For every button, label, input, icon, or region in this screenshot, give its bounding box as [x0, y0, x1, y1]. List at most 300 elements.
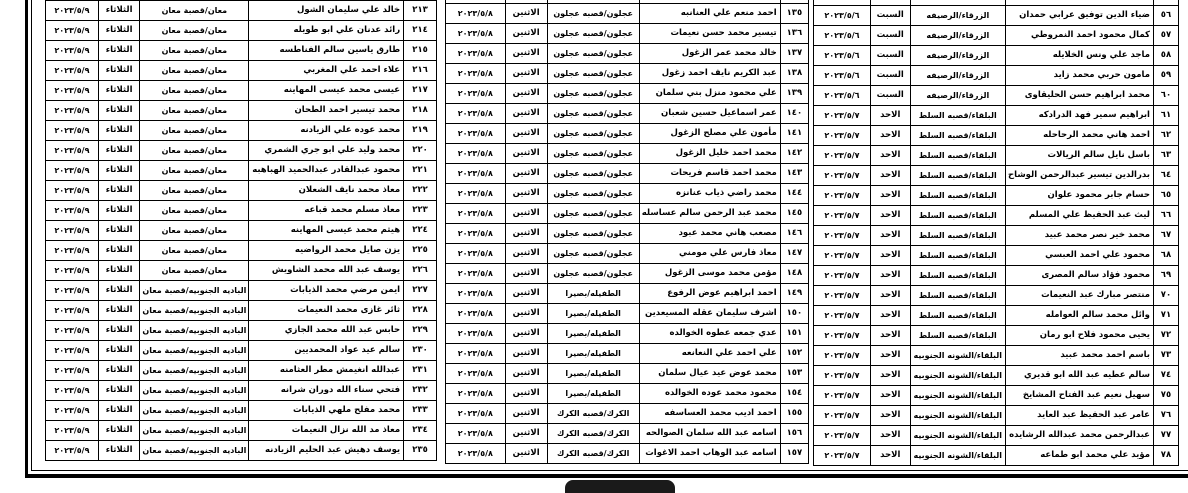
cell-date: ٢٠٢٣/٥/٧	[814, 166, 871, 186]
cell-name: ماجد علي ونس الخلايله	[1006, 46, 1154, 66]
table-row	[46, 321, 437, 341]
cell-center: معان/قصبة معان	[140, 81, 249, 101]
cell-name: اشرف سليمان عقله المسيعدين	[639, 304, 780, 324]
cell-center: الزرقاء/الرصيفه	[910, 6, 1005, 26]
cell-no: ١٣٩	[780, 84, 808, 104]
cell-date: ٢٠٢٣/٥/٧	[814, 246, 871, 266]
cell-center: البلقاء/الشونه الجنوبيه	[910, 366, 1005, 386]
table-row	[814, 206, 1179, 226]
table-row	[446, 64, 809, 84]
cell-name: كمال محمود احمد النمروطي	[1006, 26, 1154, 46]
cell-no: ٧١	[1153, 306, 1178, 326]
cell-center: عجلون/قصبه عجلون	[547, 264, 639, 284]
cell-name: احمد هاني محمد الرحاحله	[1006, 126, 1154, 146]
cell-center: البلقاء/قصبه السلط	[910, 126, 1005, 146]
table-row	[446, 444, 809, 464]
cell-no: ٥٩	[1153, 66, 1178, 86]
cell-center: البلقاء/قصبه السلط	[910, 206, 1005, 226]
viewer-toolbar-pill[interactable]	[565, 480, 675, 493]
cell-date: ٢٠٢٣/٥/٨	[446, 84, 506, 104]
cell-day: الاثنين	[505, 84, 547, 104]
cell-day: السبت	[870, 46, 910, 66]
cell-no: ٢٣١	[404, 361, 437, 381]
cell-center: عجلون/قصبه عجلون	[547, 164, 639, 184]
cell-no: ١٤٤	[780, 184, 808, 204]
cell-center: الباديه الجنوبيه/قصبة معان	[140, 281, 249, 301]
cell-name: معاذ مسلم محمد قباعه	[249, 201, 404, 221]
cell-date: ٢٠٢٣/٥/٧	[814, 186, 871, 206]
cell-name: عامر عبد الحفيظ عبد العايد	[1006, 406, 1154, 426]
cell-no: ٦٩	[1153, 266, 1178, 286]
cell-date: ٢٠٢٣/٥/٩	[46, 41, 99, 61]
cell-name: محمد ابراهيم حسن الحليقاوى	[1006, 86, 1154, 106]
cell-name: محمد وليد علي ابو جري الشمري	[249, 141, 404, 161]
table-row	[46, 121, 437, 141]
cell-name: عبد الكريم نايف احمد زغول	[639, 64, 780, 84]
cell-day: الاحد	[870, 446, 910, 466]
cell-date: ٢٠٢٣/٥/٨	[446, 64, 506, 84]
cell-day: الاثنين	[505, 144, 547, 164]
cell-name: وائل محمد سالم العوامله	[1006, 306, 1154, 326]
cell-no: ٧٥	[1153, 386, 1178, 406]
cell-center: الباديه الجنوبيه/قصبة معان	[140, 441, 249, 461]
cell-no: ٧٨	[1153, 446, 1178, 466]
cell-no: ٢٢٥	[404, 241, 437, 261]
cell-day: الاحد	[870, 146, 910, 166]
table-row	[446, 144, 809, 164]
cell-day: الثلاثاء	[98, 81, 140, 101]
cell-center: معان/قصبة معان	[140, 261, 249, 281]
table-row	[46, 401, 437, 421]
cell-no: ١٥٢	[780, 344, 808, 364]
cell-date: ٢٠٢٣/٥/٨	[446, 364, 506, 384]
table	[45, 0, 437, 461]
table-row	[46, 361, 437, 381]
cell-center: عجلون/قصبه عجلون	[547, 184, 639, 204]
table-row	[446, 24, 809, 44]
cell-no: ٢١٤	[404, 21, 437, 41]
cell-day: الثلاثاء	[98, 241, 140, 261]
cell-name: عدي جمعه عطوه الخوالده	[639, 324, 780, 344]
cell-no: ٢٢٢	[404, 181, 437, 201]
cell-no: ٢٢١	[404, 161, 437, 181]
cell-center: البلقاء/قصبه السلط	[910, 266, 1005, 286]
table-row	[46, 221, 437, 241]
page-border-left-thick	[25, 0, 28, 478]
cell-no: ١٣٧	[780, 44, 808, 64]
cell-center: الكرك/قصبه الكرك	[547, 444, 639, 464]
cell-date: ٢٠٢٣/٥/٧	[814, 346, 871, 366]
cell-name: محمود فؤاد سالم المصرى	[1006, 266, 1154, 286]
cell-day: الاحد	[870, 426, 910, 446]
cell-center: عجلون/قصبه عجلون	[547, 4, 639, 24]
cell-name: مأمون علي مصلح الزغول	[639, 124, 780, 144]
cell-date: ٢٠٢٣/٥/٧	[814, 106, 871, 126]
cell-name: محمود عبدالقادر عبدالحميد الهباهبه	[249, 161, 404, 181]
cell-no: ٢٢٠	[404, 141, 437, 161]
cell-day: الثلاثاء	[98, 101, 140, 121]
cell-no: ٢١٣	[404, 1, 437, 21]
cell-center: الزرقاء/الرصيفه	[910, 46, 1005, 66]
table-row	[814, 266, 1179, 286]
cell-date: ٢٠٢٣/٥/٨	[446, 324, 506, 344]
cell-day: الاحد	[870, 206, 910, 226]
cell-no: ٢١٦	[404, 61, 437, 81]
table-row	[46, 341, 437, 361]
cell-date: ٢٠٢٣/٥/٩	[46, 341, 99, 361]
cell-center: عجلون/قصبه عجلون	[547, 84, 639, 104]
cell-date: ٢٠٢٣/٥/٨	[446, 184, 506, 204]
cell-name: فتحي سناء الله دوران شرانه	[249, 381, 404, 401]
cell-date: ٢٠٢٣/٥/٩	[46, 221, 99, 241]
cell-no: ٢١٨	[404, 101, 437, 121]
cell-name: محمد مفلح ملهي الذيابات	[249, 401, 404, 421]
cell-day: الاثنين	[505, 64, 547, 84]
cell-no: ٢٢٨	[404, 301, 437, 321]
cell-day: الاحد	[870, 306, 910, 326]
cell-center: الكرك/قصبه الكرك	[547, 404, 639, 424]
cell-date: ٢٠٢٣/٥/٧	[814, 126, 871, 146]
table-row	[446, 384, 809, 404]
cell-date: ٢٠٢٣/٥/٩	[46, 261, 99, 281]
cell-no: ٥٨	[1153, 46, 1178, 66]
cell-name: معاذ مد الله نزال النعيمات	[249, 421, 404, 441]
cell-center: البلقاء/قصبه السلط	[910, 146, 1005, 166]
table	[445, 0, 809, 464]
cell-no: ١٤٢	[780, 144, 808, 164]
cell-no: ١٥٧	[780, 444, 808, 464]
cell-day: الثلاثاء	[98, 301, 140, 321]
cell-center: البلقاء/الشونه الجنوبيه	[910, 446, 1005, 466]
cell-date: ٢٠٢٣/٥/٦	[814, 86, 871, 106]
cell-day: السبت	[870, 86, 910, 106]
cell-no: ٢١٩	[404, 121, 437, 141]
table-row	[446, 264, 809, 284]
cell-center: معان/قصبة معان	[140, 201, 249, 221]
cell-no: ٥٦	[1153, 6, 1178, 26]
cell-center: الطفيله/بصيرا	[547, 384, 639, 404]
cell-no: ٢٢٧	[404, 281, 437, 301]
cell-day: الثلاثاء	[98, 441, 140, 461]
cell-center: معان/قصبة معان	[140, 241, 249, 261]
cell-name: ثائر غازى محمد النعيمات	[249, 301, 404, 321]
cell-date: ٢٠٢٣/٥/٩	[46, 101, 99, 121]
cell-date: ٢٠٢٣/٥/٧	[814, 426, 871, 446]
cell-day: الثلاثاء	[98, 321, 140, 341]
cell-date: ٢٠٢٣/٥/٧	[814, 226, 871, 246]
cell-center: البلقاء/الشونه الجنوبيه	[910, 426, 1005, 446]
cell-date: ٢٠٢٣/٥/٩	[46, 281, 99, 301]
cell-day: الثلاثاء	[98, 221, 140, 241]
cell-day: الثلاثاء	[98, 361, 140, 381]
cell-name: سالم عيد عواد المحمديين	[249, 341, 404, 361]
cell-center: معان/قصبة معان	[140, 61, 249, 81]
cell-no: ٦٢	[1153, 126, 1178, 146]
cell-center: معان/قصبة معان	[140, 141, 249, 161]
cell-center: البلقاء/قصبه السلط	[910, 186, 1005, 206]
cell-name: ابراهيم سمير فهد الدرادكه	[1006, 106, 1154, 126]
cell-no: ١٣٥	[780, 4, 808, 24]
cell-name: عبدالله انغيمش مطر العثامنه	[249, 361, 404, 381]
cell-day: الثلاثاء	[98, 161, 140, 181]
cell-no: ٢٣٢	[404, 381, 437, 401]
cell-day: السبت	[870, 26, 910, 46]
cell-center: الباديه الجنوبيه/قصبة معان	[140, 341, 249, 361]
cell-day: الاثنين	[505, 384, 547, 404]
cell-day: الثلاثاء	[98, 281, 140, 301]
cell-date: ٢٠٢٣/٥/٨	[446, 344, 506, 364]
cell-day: الثلاثاء	[98, 21, 140, 41]
cell-center: الباديه الجنوبيه/قصبة معان	[140, 361, 249, 381]
table-row	[46, 61, 437, 81]
cell-name: طارق ياسين سالم الفناطسه	[249, 41, 404, 61]
table-row	[46, 81, 437, 101]
table-row	[814, 326, 1179, 346]
cell-no: ٦٠	[1153, 86, 1178, 106]
cell-no: ١٥٣	[780, 364, 808, 384]
table-row	[46, 421, 437, 441]
cell-date: ٢٠٢٣/٥/٩	[46, 121, 99, 141]
cell-center: البلقاء/الشونه الجنوبيه	[910, 346, 1005, 366]
cell-no: ٦٣	[1153, 146, 1178, 166]
schedule-table-maan	[45, 0, 437, 462]
cell-name: عيسى محمد عيسى المهاينه	[249, 81, 404, 101]
cell-center: عجلون/قصبه عجلون	[547, 104, 639, 124]
cell-day: الثلاثاء	[98, 121, 140, 141]
cell-name: اسامه عبد الله سلمان الصوالحه	[639, 424, 780, 444]
cell-date: ٢٠٢٣/٥/٦	[814, 66, 871, 86]
cell-day: الاثنين	[505, 244, 547, 264]
cell-name: سالم عطيه عبد الله ابو قديري	[1006, 366, 1154, 386]
cell-day: السبت	[870, 66, 910, 86]
cell-center: معان/قصبة معان	[140, 101, 249, 121]
cell-no: ١٣٨	[780, 64, 808, 84]
cell-no: ٧٤	[1153, 366, 1178, 386]
cell-no: ٦١	[1153, 106, 1178, 126]
table-row	[814, 226, 1179, 246]
cell-center: عجلون/قصبه عجلون	[547, 244, 639, 264]
cell-no: ٧٠	[1153, 286, 1178, 306]
cell-day: الاحد	[870, 286, 910, 306]
cell-name: ايمن مرضي محمد الذيابات	[249, 281, 404, 301]
cell-name: معاذ فارس علي مومني	[639, 244, 780, 264]
cell-date: ٢٠٢٣/٥/٨	[446, 164, 506, 184]
cell-no: ١٥٥	[780, 404, 808, 424]
table-row	[814, 386, 1179, 406]
cell-center: معان/قصبة معان	[140, 41, 249, 61]
cell-no: ١٤٧	[780, 244, 808, 264]
cell-name: احمد اديب محمد العساسفه	[639, 404, 780, 424]
cell-date: ٢٠٢٣/٥/٨	[446, 4, 506, 24]
cell-day: الاثنين	[505, 444, 547, 464]
cell-day: الاثنين	[505, 264, 547, 284]
table-row	[814, 346, 1179, 366]
cell-no: ١٤٨	[780, 264, 808, 284]
cell-center: الزرقاء/الرصيفه	[910, 86, 1005, 106]
cell-name: حابس عبد الله محمد الجازي	[249, 321, 404, 341]
table-row	[814, 126, 1179, 146]
cell-date: ٢٠٢٣/٥/٨	[446, 104, 506, 124]
cell-no: ٥٧	[1153, 26, 1178, 46]
cell-day: الاحد	[870, 386, 910, 406]
cell-name: عمر اسماعيل حسين شعبان	[639, 104, 780, 124]
cell-center: الطفيله/بصيرا	[547, 324, 639, 344]
cell-no: ٢٢٤	[404, 221, 437, 241]
table-row	[446, 84, 809, 104]
cell-date: ٢٠٢٣/٥/٩	[46, 21, 99, 41]
cell-no: ٢٢٣	[404, 201, 437, 221]
cell-name: عبدالرحمن محمد عبدالله الرشايده	[1006, 426, 1154, 446]
table-row	[814, 86, 1179, 106]
cell-name: علي احمد علي النعانعه	[639, 344, 780, 364]
table-row	[46, 1, 437, 21]
cell-date: ٢٠٢٣/٥/٩	[46, 1, 99, 21]
cell-day: الاحد	[870, 266, 910, 286]
cell-day: الثلاثاء	[98, 341, 140, 361]
cell-center: البلقاء/قصبه السلط	[910, 166, 1005, 186]
cell-date: ٢٠٢٣/٥/٨	[446, 444, 506, 464]
cell-day: الثلاثاء	[98, 201, 140, 221]
cell-date: ٢٠٢٣/٥/٨	[446, 44, 506, 64]
cell-date: ٢٠٢٣/٥/٨	[446, 424, 506, 444]
cell-date: ٢٠٢٣/٥/٨	[446, 404, 506, 424]
cell-date: ٢٠٢٣/٥/٩	[46, 161, 99, 181]
table-row	[814, 186, 1179, 206]
cell-no: ١٣٦	[780, 24, 808, 44]
cell-date: ٢٠٢٣/٥/٩	[46, 421, 99, 441]
cell-day: الثلاثاء	[98, 381, 140, 401]
table-row	[446, 324, 809, 344]
table-row	[446, 424, 809, 444]
cell-date: ٢٠٢٣/٥/٧	[814, 306, 871, 326]
table-row	[446, 224, 809, 244]
cell-center: الباديه الجنوبيه/قصبة معان	[140, 301, 249, 321]
cell-name: محمد راضي ذياب عنانزه	[639, 184, 780, 204]
cell-name: يحيى محمود فلاح ابو رمان	[1006, 326, 1154, 346]
table-row	[446, 304, 809, 324]
cell-center: البلقاء/قصبه السلط	[910, 326, 1005, 346]
cell-name: محمد عوض عيد عيال سلمان	[639, 364, 780, 384]
page-border-bottom-thick	[25, 474, 1188, 478]
page-border-bottom-thin	[31, 470, 1188, 471]
cell-day: الاثنين	[505, 224, 547, 244]
cell-no: ٢٣٣	[404, 401, 437, 421]
cell-date: ٢٠٢٣/٥/٧	[814, 286, 871, 306]
cell-no: ٦٥	[1153, 186, 1178, 206]
cell-name: مؤيد علي محمد ابو طماعه	[1006, 446, 1154, 466]
cell-center: البلقاء/قصبه السلط	[910, 226, 1005, 246]
cell-no: ١٤٣	[780, 164, 808, 184]
cell-center: عجلون/قصبه عجلون	[547, 224, 639, 244]
cell-date: ٢٠٢٣/٥/٨	[446, 144, 506, 164]
cell-date: ٢٠٢٣/٥/٩	[46, 81, 99, 101]
cell-day: الاثنين	[505, 284, 547, 304]
cell-name: اسامه عبد الوهاب احمد الاغوات	[639, 444, 780, 464]
cell-name: محمود محمد عوده الخوالده	[639, 384, 780, 404]
cell-name: محمد تيسير احمد الطحان	[249, 101, 404, 121]
cell-center: البلقاء/قصبه السلط	[910, 106, 1005, 126]
cell-day: الثلاثاء	[98, 61, 140, 81]
table-row	[46, 101, 437, 121]
cell-date: ٢٠٢٣/٥/٨	[446, 224, 506, 244]
cell-no: ٢٢٦	[404, 261, 437, 281]
table-row	[46, 261, 437, 281]
cell-day: الاحد	[870, 126, 910, 146]
cell-no: ٢٣٤	[404, 421, 437, 441]
cell-day: الثلاثاء	[98, 141, 140, 161]
cell-day: الاثنين	[505, 124, 547, 144]
cell-no: ٧٧	[1153, 426, 1178, 446]
cell-date: ٢٠٢٣/٥/٧	[814, 366, 871, 386]
cell-name: احمد منعم علي العنانبه	[639, 4, 780, 24]
cell-date: ٢٠٢٣/٥/٧	[814, 266, 871, 286]
table-row	[446, 344, 809, 364]
cell-day: الاثنين	[505, 344, 547, 364]
table-row	[46, 201, 437, 221]
cell-name: خالد علي سليمان الشول	[249, 1, 404, 21]
cell-center: البلقاء/الشونه الجنوبيه	[910, 386, 1005, 406]
cell-no: ١٥١	[780, 324, 808, 344]
cell-no: ١٥٦	[780, 424, 808, 444]
cell-date: ٢٠٢٣/٥/٧	[814, 446, 871, 466]
cell-day: الاثنين	[505, 24, 547, 44]
cell-date: ٢٠٢٣/٥/٧	[814, 386, 871, 406]
cell-name: بدرالدين تيسير عبدالرحمن الوشاح	[1006, 166, 1154, 186]
cell-date: ٢٠٢٣/٥/٨	[446, 384, 506, 404]
cell-name: حسام جابر محمود علوان	[1006, 186, 1154, 206]
cell-center: معان/قصبة معان	[140, 221, 249, 241]
cell-no: ١٥٤	[780, 384, 808, 404]
cell-center: الزرقاء/الرصيفه	[910, 66, 1005, 86]
cell-name: يوسف عبد الله محمد الشاويش	[249, 261, 404, 281]
cell-center: معان/قصبة معان	[140, 121, 249, 141]
cell-center: معان/قصبة معان	[140, 1, 249, 21]
cell-center: عجلون/قصبه عجلون	[547, 44, 639, 64]
cell-name: ضياء الدين توفيق عرابي حمدان	[1006, 6, 1154, 26]
cell-name: ليث عبد الحفيظ علي المسلم	[1006, 206, 1154, 226]
cell-name: معاذ محمد نايف الشعلان	[249, 181, 404, 201]
cell-day: الاثنين	[505, 324, 547, 344]
cell-day: الاحد	[870, 326, 910, 346]
cell-no: ١٤٦	[780, 224, 808, 244]
cell-name: باسل نايل سالم الريالات	[1006, 146, 1154, 166]
cell-no: ٦٤	[1153, 166, 1178, 186]
cell-date: ٢٠٢٣/٥/٩	[46, 381, 99, 401]
cell-date: ٢٠٢٣/٥/٩	[46, 301, 99, 321]
cell-date: ٢٠٢٣/٥/٧	[814, 406, 871, 426]
cell-center: معان/قصبة معان	[140, 161, 249, 181]
table-row	[446, 284, 809, 304]
table-row	[46, 141, 437, 161]
table-row	[446, 124, 809, 144]
cell-no: ٦٦	[1153, 206, 1178, 226]
cell-center: الباديه الجنوبيه/قصبة معان	[140, 381, 249, 401]
table-row	[46, 41, 437, 61]
cell-date: ٢٠٢٣/٥/٧	[814, 326, 871, 346]
cell-no: ٢١٧	[404, 81, 437, 101]
cell-no: ٢٣٥	[404, 441, 437, 461]
cell-day: الاثنين	[505, 104, 547, 124]
cell-day: الاثنين	[505, 164, 547, 184]
cell-date: ٢٠٢٣/٥/٨	[446, 24, 506, 44]
table-row	[46, 241, 437, 261]
cell-date: ٢٠٢٣/٥/٩	[46, 61, 99, 81]
cell-day: الاحد	[870, 226, 910, 246]
cell-center: عجلون/قصبه عجلون	[547, 124, 639, 144]
cell-center: عجلون/قصبه عجلون	[547, 24, 639, 44]
table-row	[814, 166, 1179, 186]
cell-day: السبت	[870, 6, 910, 26]
